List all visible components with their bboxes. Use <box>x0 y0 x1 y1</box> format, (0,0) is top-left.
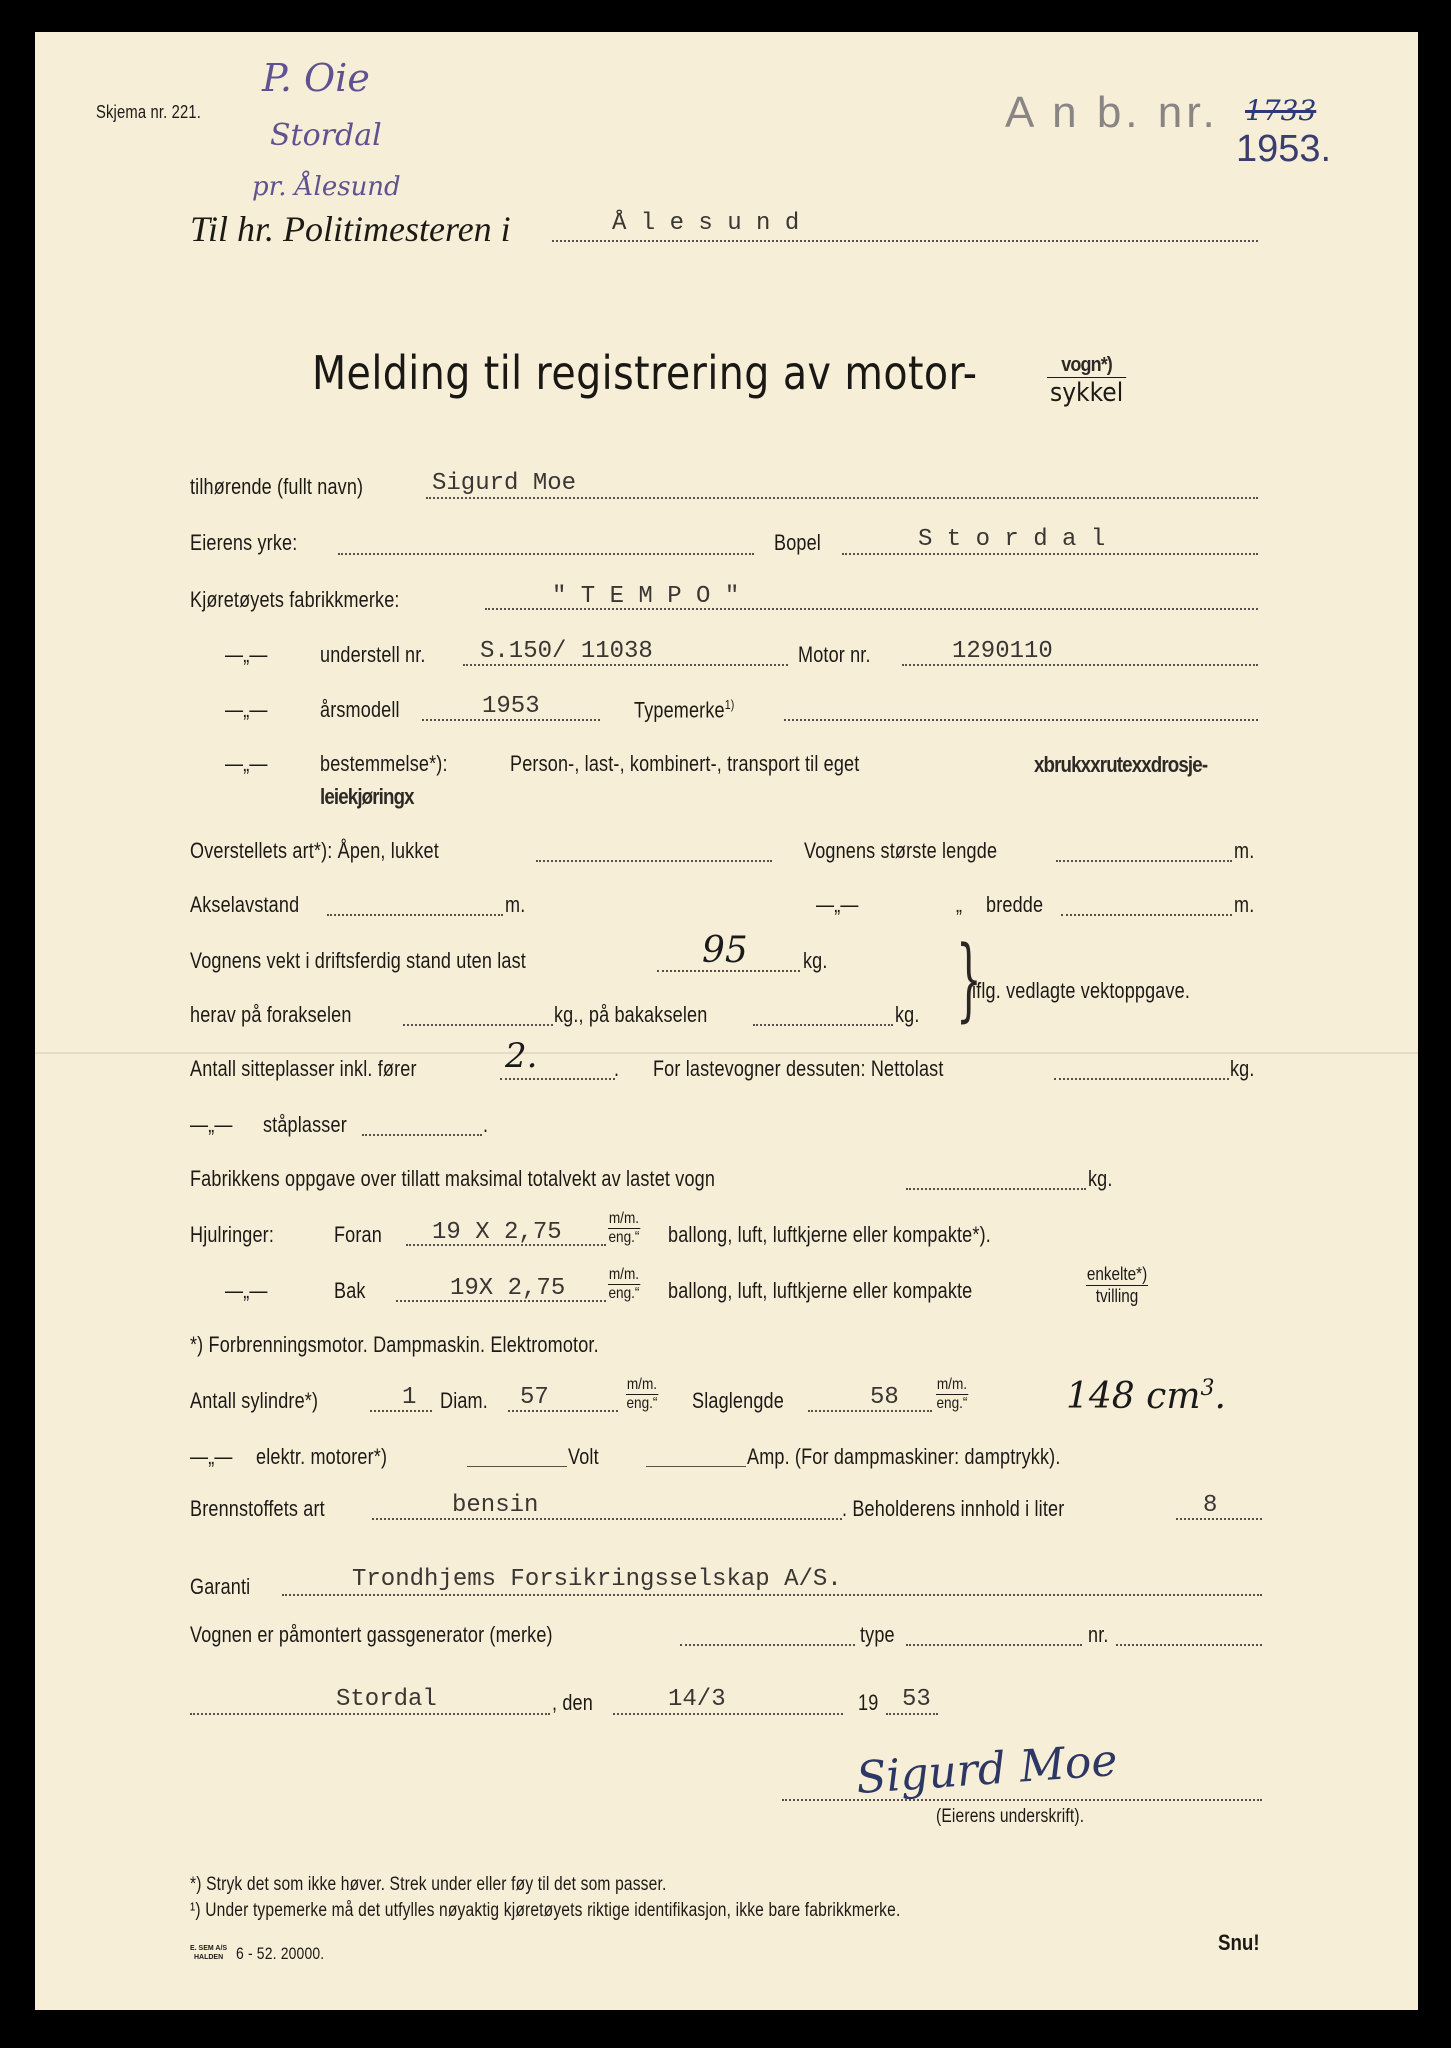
cylinders-label: Antall sylindre*) <box>190 1388 319 1413</box>
displacement-period: . <box>1214 1376 1226 1417</box>
chassis-label: understell nr. <box>320 642 426 667</box>
purpose-options: Person-, last-, kombinert-, transport til eget <box>510 751 860 776</box>
fuel-label: Brennstoffets art <box>190 1496 325 1521</box>
width-unit: m. <box>1234 892 1255 917</box>
stroke-unit <box>936 1376 968 1413</box>
year-model-value: 1953 <box>482 693 540 720</box>
weight-unit: kg. <box>803 948 828 973</box>
occupation-line <box>338 553 754 555</box>
seats-value: 2. <box>505 1036 538 1076</box>
ditto-mark: —„— <box>225 697 268 722</box>
cargo-label: For lastevogner dessuten: Nettolast <box>653 1056 944 1081</box>
unit-mm: m/m. <box>626 1376 658 1393</box>
tank-label: . Beholderens innhold i liter <box>842 1496 1065 1521</box>
wheelbase-unit: m. <box>505 892 526 917</box>
max-length-line <box>1056 860 1232 862</box>
weight-value: 95 <box>702 930 748 971</box>
displacement-value <box>1066 1376 1226 1417</box>
type-mark-footnote-ref: 1) <box>724 697 735 712</box>
guarantee-label: Garanti <box>190 1574 251 1599</box>
unit-mm: m/m. <box>608 1210 640 1227</box>
volt-label: Volt <box>568 1444 599 1469</box>
signature-caption: (Eierens underskrift). <box>936 1806 1085 1827</box>
printer-city: HALDEN <box>193 1954 224 1961</box>
gas-nr-line <box>1116 1644 1262 1646</box>
footnote-star: *) Stryk det som ikke høver. Strek under eller føy til det som passer. <box>190 1874 667 1895</box>
cargo-unit: kg. <box>1230 1056 1255 1081</box>
stroke-value: 58 <box>870 1384 899 1411</box>
motor-value: 1290110 <box>952 638 1053 665</box>
wheelbase-label: Akselavstand <box>190 892 300 917</box>
width-line <box>1061 914 1232 916</box>
motor-label: Motor nr. <box>798 642 871 667</box>
electric-motors-label: elektr. motorer*) <box>256 1444 388 1469</box>
cylinders-value: 1 <box>402 1384 417 1411</box>
signature-line <box>782 1799 1262 1801</box>
ditto-mark: —„— <box>225 751 268 776</box>
cylinders-line <box>370 1410 432 1412</box>
rear-tyre-types: ballong, luft, luftkjerne eller kompakte <box>668 1278 973 1303</box>
wheelbase-line <box>327 914 503 916</box>
ditto-mark: —„— <box>225 1278 268 1303</box>
weight-note: iflg. vedlagte vektoppgave. <box>972 978 1191 1003</box>
weight-brace: } <box>956 927 982 1032</box>
unit-inch: eng.“ <box>936 1395 968 1412</box>
diameter-line <box>508 1410 618 1412</box>
amp-line <box>646 1466 746 1467</box>
purpose-struck-hire: leiekjøringx <box>320 784 414 809</box>
title-fraction-bottom: sykkel <box>1050 378 1124 408</box>
rear-axle-unit: kg. <box>895 1002 920 1027</box>
footnote-one: ¹) Under typemerke må det utfylles nøyaktig kjøretøyets riktige identifikasjon, ikke bare fabrikkmerke. <box>190 1900 901 1921</box>
ditto-mark: —„— <box>225 642 268 667</box>
year-line <box>886 1713 938 1715</box>
owner-label: tilhørende (fullt navn) <box>190 474 364 499</box>
max-weight-unit: kg. <box>1088 1166 1113 1191</box>
printer-mark <box>190 1944 227 1962</box>
unit-inch: eng.“ <box>608 1229 640 1246</box>
fuel-value: bensin <box>452 1492 539 1519</box>
width-label: bredde <box>986 892 1044 917</box>
gas-nr-label: nr. <box>1088 1622 1109 1647</box>
guarantee-line <box>282 1594 1262 1596</box>
front-tyre-line <box>406 1244 606 1246</box>
rear-tyre-unit <box>608 1266 640 1303</box>
addressee-value: Å l e s u n d <box>612 210 800 237</box>
twin-option: tvilling <box>1095 1286 1139 1306</box>
gas-type-label: type <box>860 1622 895 1647</box>
make-label: Kjøretøyets fabrikkmerke: <box>190 587 400 612</box>
purpose-label: bestemmelse*): <box>320 751 448 776</box>
turn-over-note: Snu! <box>1218 1930 1260 1955</box>
stamp-name: P. Oie <box>262 56 370 100</box>
date-label: , den <box>552 1690 593 1715</box>
unit-inch: eng.“ <box>608 1285 640 1302</box>
gas-generator-line <box>680 1644 855 1646</box>
seats-period: . <box>614 1056 620 1081</box>
standing-label: ståplasser <box>263 1112 347 1137</box>
year-model-label: årsmodell <box>320 697 400 722</box>
seats-line <box>500 1078 615 1080</box>
type-mark-line <box>784 719 1258 721</box>
owner-line <box>426 497 1258 499</box>
addressee-label: Til hr. Politimesteren i <box>190 209 511 249</box>
front-tyre-value: 19 X 2,75 <box>432 1219 562 1246</box>
single-option: enkelte*) <box>1086 1264 1148 1284</box>
type-mark-label <box>634 697 735 723</box>
body-type-label: Overstellets art*): Åpen, lukket <box>190 838 439 863</box>
rear-tyre-line <box>396 1300 606 1302</box>
date-line <box>613 1713 843 1715</box>
rear-axle-label: kg., på bakakselen <box>554 1002 708 1027</box>
form-number: Skjema nr. 221. <box>96 102 202 122</box>
title-fraction-top <box>1047 352 1126 378</box>
front-tyre-label: Foran <box>334 1222 382 1247</box>
make-line <box>485 608 1258 610</box>
volt-line <box>467 1466 567 1467</box>
weight-line <box>657 970 800 972</box>
weight-label: Vognens vekt i driftsferdig stand uten last <box>190 948 526 973</box>
residence-value: S t o r d a l <box>918 526 1106 553</box>
year-suffix: 53 <box>902 1686 931 1713</box>
form-title: Melding til registrering av motor- <box>312 346 978 400</box>
date-value: 14/3 <box>668 1686 726 1713</box>
purpose-struck-options: xbrukxxrutexxdrosje- <box>1034 752 1208 777</box>
motor-line <box>902 664 1258 666</box>
max-weight-label: Fabrikkens oppgave over tillatt maksimal totalvekt av lastet vogn <box>190 1166 716 1191</box>
single-twin-option <box>1086 1264 1148 1307</box>
chassis-value: S.150/ 11038 <box>480 638 653 665</box>
rear-axle-line <box>753 1024 893 1026</box>
stamp-postal: pr. Ålesund <box>252 172 401 202</box>
amp-label: Amp. (For dampmaskiner: damptrykk). <box>747 1444 1061 1469</box>
diameter-value: 57 <box>520 1384 549 1411</box>
owner-signature: Sigurd Moe <box>854 1734 1119 1805</box>
width-ditto: „ <box>956 892 963 917</box>
unit-mm: m/m. <box>608 1266 640 1283</box>
occupation-label: Eierens yrke: <box>190 530 298 555</box>
max-length-unit: m. <box>1234 838 1255 863</box>
year-model-line <box>422 719 600 721</box>
tank-value: 8 <box>1203 1492 1218 1519</box>
printer-name: E. SEM A/S <box>190 1945 228 1952</box>
addressee-line <box>552 240 1258 242</box>
residence-line <box>842 553 1258 555</box>
stroke-line <box>808 1410 932 1412</box>
front-tyre-types: ballong, luft, luftkjerne eller kompakte*). <box>668 1222 991 1247</box>
gas-generator-label: Vognen er påmontert gassgenerator (merke) <box>190 1622 553 1647</box>
registration-number: 1733 <box>1245 94 1317 127</box>
make-value: " T E M P O " <box>552 583 740 610</box>
type-mark-text: Typemerke <box>634 697 725 723</box>
place-line <box>190 1713 550 1715</box>
diameter-label: Diam. <box>440 1388 488 1413</box>
guarantee-value: Trondhjems Forsikringsselskap A/S. <box>352 1566 842 1593</box>
fuel-line <box>372 1518 842 1520</box>
tyres-label: Hjulringer: <box>190 1222 275 1247</box>
owner-value: Sigurd Moe <box>432 470 577 497</box>
residence-label: Bopel <box>774 530 821 555</box>
front-tyre-unit <box>608 1210 640 1247</box>
title-vogn-struck: vogn*) <box>1061 354 1112 376</box>
gas-type-line <box>906 1644 1082 1646</box>
displacement-number: 148 cm <box>1066 1376 1201 1417</box>
standing-line <box>362 1134 482 1136</box>
front-axle-label: herav på forakselen <box>190 1002 352 1027</box>
max-length-label: Vognens største lengde <box>804 838 998 863</box>
stamp-place: Stordal <box>270 118 382 153</box>
year-prefix: 19 <box>858 1690 879 1715</box>
stroke-label: Slaglengde <box>692 1388 784 1413</box>
chassis-line <box>463 664 788 666</box>
front-axle-line <box>403 1024 553 1026</box>
diameter-unit <box>626 1376 658 1413</box>
registration-stamp-label: A n b. nr. <box>1005 88 1219 137</box>
displacement-exponent: 3 <box>1200 1376 1215 1401</box>
seats-label: Antall sitteplasser inkl. fører <box>190 1056 417 1081</box>
place-value: Stordal <box>336 1686 437 1713</box>
rear-tyre-value: 19X 2,75 <box>450 1275 566 1302</box>
cargo-line <box>1054 1078 1229 1080</box>
ditto-mark: —„— <box>190 1444 233 1469</box>
unit-inch: eng.“ <box>626 1395 658 1412</box>
body-type-line <box>536 860 772 862</box>
engine-types-note: *) Forbrenningsmotor. Dampmaskin. Elektromotor. <box>190 1332 599 1357</box>
unit-mm: m/m. <box>936 1376 968 1393</box>
ditto-mark: —„— <box>190 1112 233 1137</box>
tank-line <box>1176 1518 1262 1520</box>
print-info: 6 - 52. 20000. <box>236 1944 325 1963</box>
max-weight-line <box>906 1188 1086 1190</box>
standing-period: . <box>483 1112 489 1137</box>
ditto-mark: —„— <box>816 892 859 917</box>
registration-year: 1953. <box>1236 128 1332 170</box>
rear-tyre-label: Bak <box>334 1278 366 1303</box>
